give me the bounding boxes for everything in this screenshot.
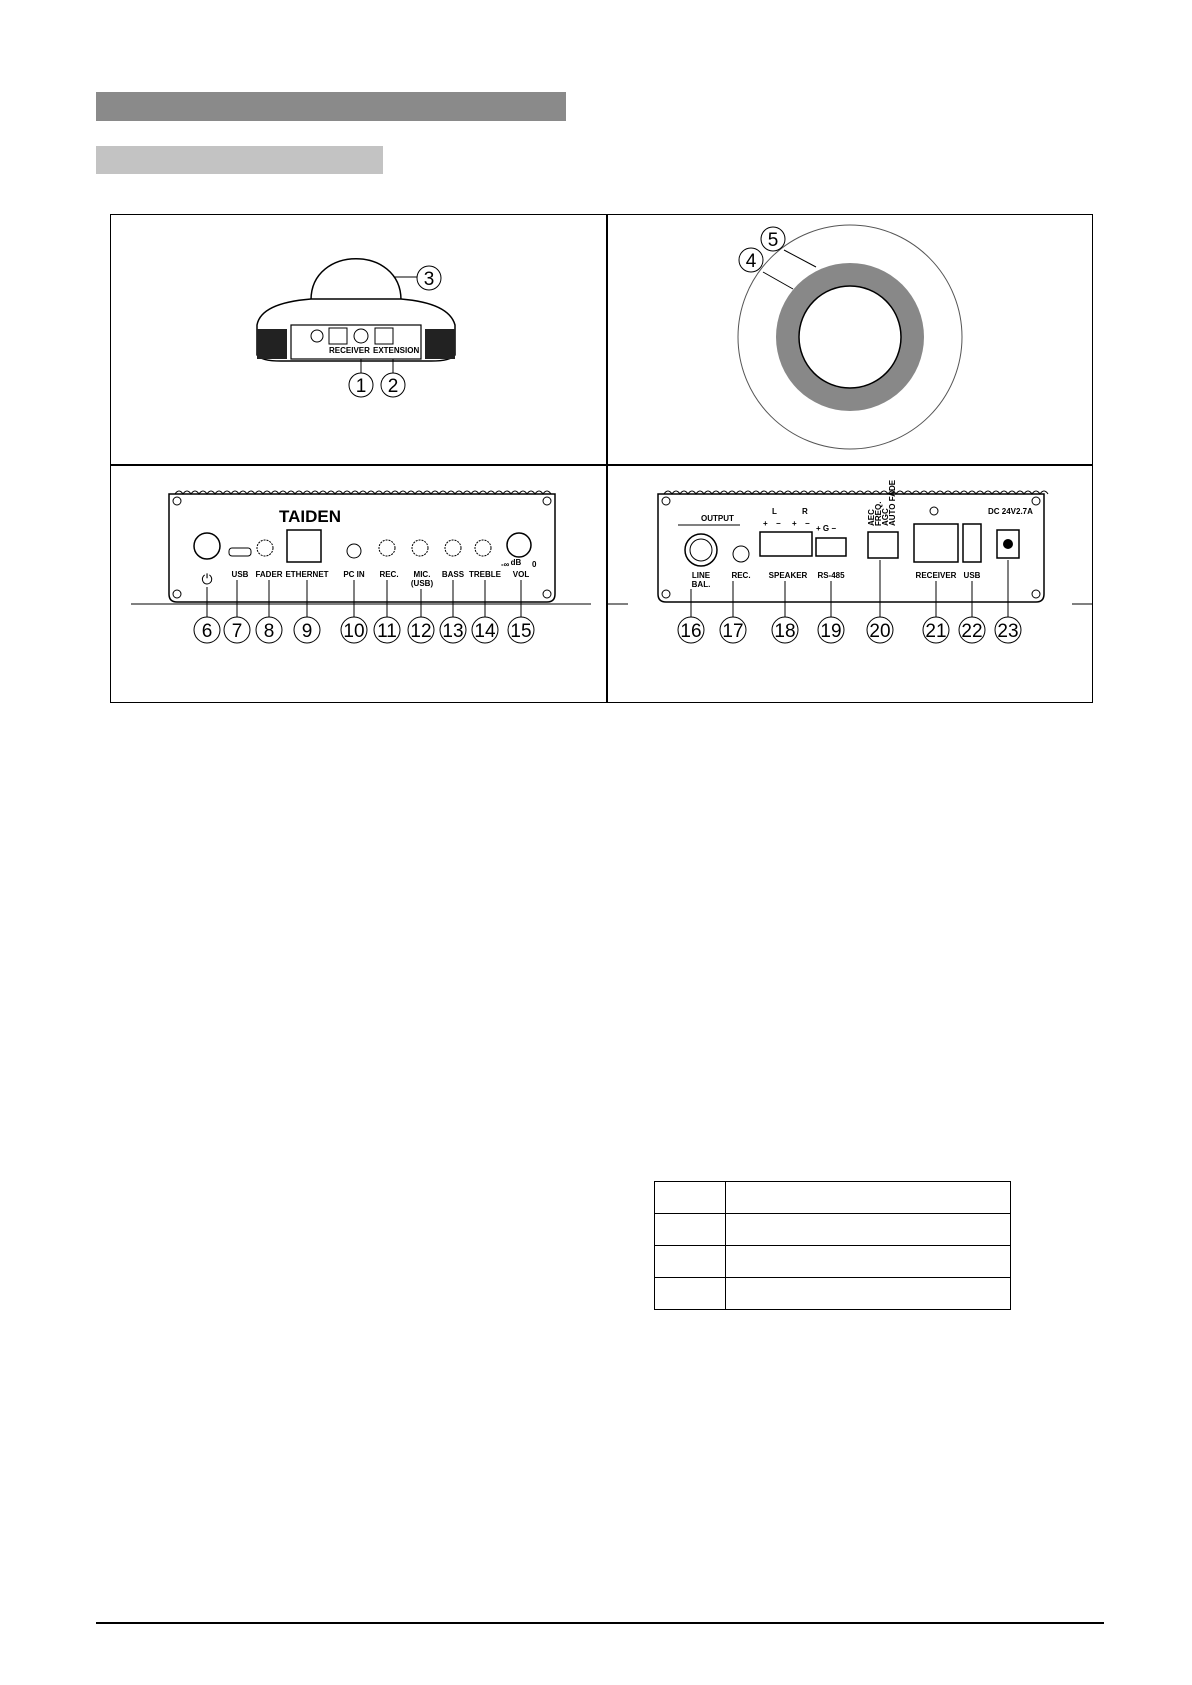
callout-13: 13 bbox=[442, 621, 464, 642]
label-zero: 0 bbox=[532, 560, 537, 569]
label-bal: BAL. bbox=[691, 580, 711, 589]
label-usb: USB bbox=[963, 571, 981, 580]
callout-1: 1 bbox=[355, 376, 367, 397]
label-minus-l: − bbox=[776, 519, 781, 528]
rec-jack bbox=[733, 546, 749, 562]
table-row bbox=[655, 1278, 1011, 1310]
brand-logo: TAIDEN bbox=[279, 507, 342, 526]
front-chassis bbox=[169, 494, 555, 602]
callout-11: 11 bbox=[377, 621, 397, 642]
microphone-side-view bbox=[111, 215, 606, 464]
label-plus-r: + bbox=[792, 519, 797, 528]
subsection-heading-bar bbox=[96, 146, 383, 174]
label-freq: FREQ. bbox=[874, 501, 883, 526]
callout-15: 15 bbox=[510, 621, 532, 642]
callout-9: 9 bbox=[301, 621, 313, 642]
table-row bbox=[655, 1246, 1011, 1278]
rear-panel-view bbox=[608, 466, 1092, 702]
label-l: L bbox=[772, 507, 777, 516]
label-rs485: RS-485 bbox=[817, 571, 845, 580]
callout-20: 20 bbox=[869, 621, 891, 642]
ethernet-port bbox=[287, 530, 321, 562]
dc-jack-pin bbox=[1003, 539, 1013, 549]
table-cell bbox=[655, 1246, 726, 1278]
label-mic-usb: (USB) bbox=[410, 579, 434, 588]
callout-6: 6 bbox=[201, 621, 213, 642]
label-pc-in: PC IN bbox=[343, 570, 365, 579]
label-auto-fade: AUTO FADE bbox=[888, 479, 897, 526]
parts-table bbox=[654, 1181, 1011, 1310]
fader-knob bbox=[257, 540, 273, 556]
label-rs485-pins: + G − bbox=[816, 524, 837, 533]
callout-12: 12 bbox=[410, 621, 432, 642]
label-speaker: SPEAKER bbox=[768, 571, 808, 580]
table-cell bbox=[726, 1246, 1011, 1278]
callout-17: 17 bbox=[722, 621, 744, 642]
bass-knob bbox=[445, 540, 461, 556]
rec-knob bbox=[379, 540, 395, 556]
label-fader: FADER bbox=[255, 570, 283, 579]
label-mic: MIC. bbox=[413, 570, 431, 579]
dome-shape bbox=[311, 259, 401, 300]
callout-23: 23 bbox=[997, 621, 1019, 642]
pc-in-jack bbox=[347, 544, 361, 558]
callout-10: 10 bbox=[343, 621, 365, 642]
speaker-terminal bbox=[760, 532, 812, 556]
callout-8: 8 bbox=[263, 621, 275, 642]
table-cell bbox=[655, 1278, 726, 1310]
label-usb: USB bbox=[231, 570, 249, 579]
label-r: R bbox=[802, 507, 808, 516]
port-label-receiver: RECEIVER bbox=[329, 346, 370, 355]
table-row bbox=[655, 1182, 1011, 1214]
label-agc: AGC bbox=[881, 508, 890, 526]
label-vol: VOL bbox=[512, 570, 530, 579]
center-disc bbox=[799, 286, 901, 388]
section-heading-bar bbox=[96, 92, 566, 121]
callout-7: 7 bbox=[231, 621, 243, 642]
table-cell bbox=[726, 1214, 1011, 1246]
table-cell bbox=[726, 1278, 1011, 1310]
table-row bbox=[655, 1214, 1011, 1246]
label-db: dB bbox=[510, 558, 522, 567]
label-rec: REC. bbox=[379, 570, 399, 579]
callout-4: 4 bbox=[745, 251, 757, 272]
usb-port bbox=[229, 548, 251, 556]
callout-18: 18 bbox=[774, 621, 796, 642]
label-receiver: RECEIVER bbox=[915, 571, 957, 580]
label-output: OUTPUT bbox=[701, 514, 734, 523]
power-button bbox=[194, 533, 220, 559]
table-cell bbox=[726, 1182, 1011, 1214]
grille-right bbox=[425, 329, 455, 359]
callout-3: 3 bbox=[423, 269, 435, 290]
label-line: LINE bbox=[691, 571, 711, 580]
label-treble: TREBLE bbox=[469, 570, 501, 579]
footer-rule bbox=[96, 1622, 1104, 1624]
callout-19: 19 bbox=[820, 621, 842, 642]
power-icon: ⏻ bbox=[201, 571, 213, 587]
dip-switch bbox=[868, 532, 898, 558]
microphone-top-view bbox=[608, 215, 1092, 464]
mic-knob bbox=[412, 540, 428, 556]
port-label-extension: EXTENSION bbox=[373, 346, 420, 355]
label-minus-r: − bbox=[805, 519, 810, 528]
figure-grid bbox=[110, 214, 1093, 703]
callout-21: 21 bbox=[925, 621, 947, 642]
label-minus-inf: -∞ bbox=[501, 560, 510, 569]
table-cell bbox=[655, 1182, 726, 1214]
front-panel-view bbox=[111, 466, 606, 702]
label-rec: REC. bbox=[731, 571, 751, 580]
table-cell bbox=[655, 1214, 726, 1246]
callout-5: 5 bbox=[767, 230, 779, 251]
callout-14: 14 bbox=[474, 621, 496, 642]
rs485-terminal bbox=[816, 538, 846, 556]
usb-a-port bbox=[963, 524, 981, 562]
label-dc: DC 24V2.7A bbox=[988, 507, 1033, 516]
receiver-port bbox=[914, 524, 958, 562]
treble-knob bbox=[475, 540, 491, 556]
grille-left bbox=[257, 329, 287, 359]
callout-22: 22 bbox=[961, 621, 983, 642]
label-ethernet: ETHERNET bbox=[285, 570, 329, 579]
callout-2: 2 bbox=[387, 376, 399, 397]
callout-16: 16 bbox=[680, 621, 702, 642]
label-bass: BASS bbox=[441, 570, 465, 579]
volume-knob bbox=[507, 533, 531, 557]
label-plus-l: + bbox=[763, 519, 768, 528]
label-aec: AEC bbox=[867, 509, 876, 526]
